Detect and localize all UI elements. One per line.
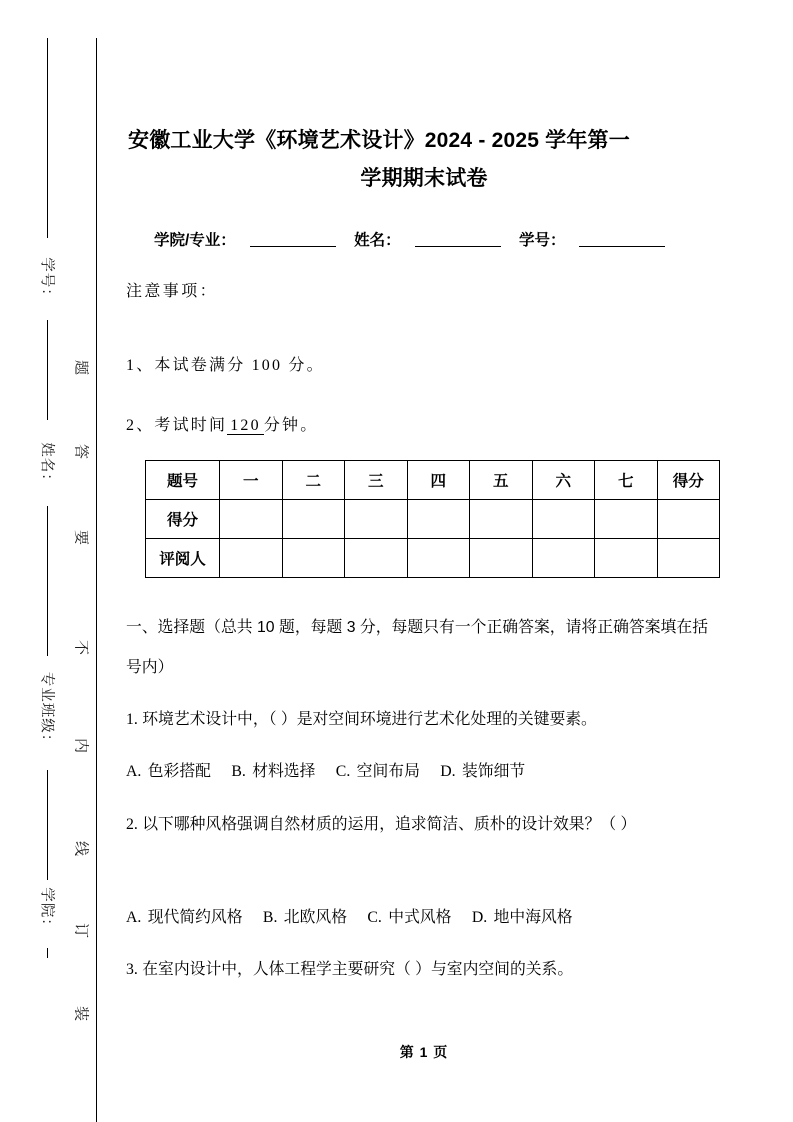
table-row	[146, 461, 720, 500]
score-table-cell: 四	[407, 461, 470, 500]
option-text: 装饰细节	[457, 763, 526, 780]
score-table-row-header: 得分	[146, 500, 220, 539]
option-text: 中式风格	[383, 909, 452, 926]
warning-char-6: 线	[72, 840, 89, 857]
binding-margin-warning-column	[62, 0, 102, 1122]
option-label: B.	[231, 763, 246, 780]
question-2-option-c[interactable]	[367, 909, 451, 926]
question-2-text: 以下哪种风格强调自然材质的运用，追求简洁、质朴的设计效果？（ ）	[137, 816, 637, 833]
margin-label-class: 专业班级：	[38, 671, 55, 750]
college-major-label: 学院/专业：	[154, 232, 236, 249]
score-table-cell[interactable]	[470, 500, 533, 539]
identity-rule-3	[47, 506, 48, 656]
score-table-cell: 五	[470, 461, 533, 500]
student-id-blank[interactable]	[579, 232, 665, 247]
question-3	[126, 950, 714, 990]
question-2	[126, 805, 714, 845]
exam-duration-value: 120	[227, 417, 264, 435]
score-table-cell: 七	[595, 461, 658, 500]
question-1-options	[126, 752, 714, 792]
warning-char-3: 要	[72, 529, 89, 546]
question-1-number: 1.	[126, 711, 138, 728]
identity-rule-1	[47, 38, 48, 238]
identity-fields-row	[154, 228, 714, 250]
student-id-label: 学号：	[518, 232, 566, 249]
score-table-cell: 三	[345, 461, 408, 500]
notice-item-2-suffix: 分钟。	[263, 417, 319, 434]
score-table-cell[interactable]	[345, 500, 408, 539]
question-3-text: 在室内设计中，人体工程学主要研究（ ）与室内空间的关系。	[137, 961, 574, 978]
score-table-cell[interactable]	[470, 539, 533, 578]
score-table-cell: 得分	[657, 461, 720, 500]
option-label: D.	[440, 763, 456, 780]
option-label: C.	[335, 763, 351, 780]
score-table-row-header: 题号	[146, 461, 220, 500]
question-2-option-b[interactable]	[263, 909, 347, 926]
option-text: 色彩搭配	[143, 763, 211, 780]
page-title-line-1: 安徽工业大学《环境艺术设计》2024 - 2025 学年第一	[128, 129, 630, 152]
score-table-cell: 一	[220, 461, 283, 500]
score-table-cell: 二	[282, 461, 345, 500]
score-table-cell[interactable]	[657, 500, 720, 539]
notice-item-2-prefix: 2、考试时间	[126, 417, 228, 434]
question-1-option-d[interactable]	[440, 763, 525, 780]
page-title-line-2: 学期期末试卷	[360, 167, 488, 190]
question-2-options	[126, 898, 714, 938]
warning-char-4: 不	[72, 639, 89, 656]
question-1-option-c[interactable]	[336, 763, 420, 780]
score-table-cell[interactable]	[282, 500, 345, 539]
question-2-number: 2.	[126, 816, 138, 833]
question-1-text: 环境艺术设计中，（ ）是对空间环境进行艺术化处理的关键要素。	[137, 711, 597, 728]
score-table-cell[interactable]	[407, 500, 470, 539]
score-table	[145, 460, 720, 578]
option-text: 材料选择	[247, 763, 316, 780]
option-text: 北欧风格	[279, 909, 347, 926]
question-1-option-a[interactable]	[126, 763, 211, 780]
question-1-option-b[interactable]	[231, 763, 315, 780]
notice-item-2	[126, 412, 318, 435]
table-row	[146, 500, 720, 539]
warning-char-8: 装	[72, 1005, 89, 1022]
name-label: 姓名：	[354, 232, 401, 249]
table-row	[146, 539, 720, 578]
score-table-cell[interactable]	[657, 539, 720, 578]
score-table-cell[interactable]	[220, 539, 283, 578]
question-2-option-a[interactable]	[126, 909, 243, 926]
score-table-cell[interactable]	[345, 539, 408, 578]
score-table-row-header: 评阅人	[146, 539, 220, 578]
score-table-cell: 六	[532, 461, 595, 500]
notice-item-1: 1、本试卷满分 100 分。	[126, 357, 325, 374]
score-table-cell[interactable]	[532, 539, 595, 578]
margin-label-college: 学院：	[38, 887, 55, 934]
warning-char-7: 订	[72, 922, 89, 939]
question-2-option-d[interactable]	[472, 909, 573, 926]
option-text: 地中海风格	[489, 909, 573, 926]
option-label: D.	[471, 909, 488, 926]
binding-margin	[0, 0, 96, 1122]
warning-char-2: 答	[72, 443, 89, 460]
option-label: B.	[262, 909, 278, 926]
page-footer: 第 1 页	[399, 1044, 449, 1060]
score-table-cell[interactable]	[532, 500, 595, 539]
score-table-cell[interactable]	[220, 500, 283, 539]
option-label: C.	[367, 909, 382, 926]
identity-rule-2	[47, 320, 48, 420]
margin-label-name: 姓名：	[38, 442, 55, 489]
notice-heading: 注意事项：	[126, 283, 219, 300]
option-label: A.	[126, 763, 142, 780]
score-table-cell[interactable]	[407, 539, 470, 578]
page-title	[126, 122, 722, 198]
identity-rule-4	[47, 770, 48, 880]
warning-char-1: 题	[72, 359, 89, 376]
identity-rule-5	[47, 948, 48, 958]
question-1	[126, 700, 714, 740]
option-label: A.	[126, 909, 142, 926]
score-table-cell[interactable]	[595, 500, 658, 539]
section-heading-choice: 一、选择题（总共 10 题，每题 3 分，每题只有一个正确答案，请将正确答案填在括号内）	[126, 619, 708, 676]
margin-label-student-id: 学号：	[38, 257, 55, 304]
college-major-blank[interactable]	[250, 232, 336, 247]
option-text: 现代简约风格	[143, 909, 243, 926]
paper-content	[126, 0, 726, 1122]
warning-char-5: 内	[72, 737, 89, 754]
name-blank[interactable]	[415, 232, 501, 247]
score-table-cell[interactable]	[595, 539, 658, 578]
option-text: 空间布局	[352, 763, 420, 780]
question-3-number: 3.	[126, 961, 138, 978]
score-table-cell[interactable]	[282, 539, 345, 578]
